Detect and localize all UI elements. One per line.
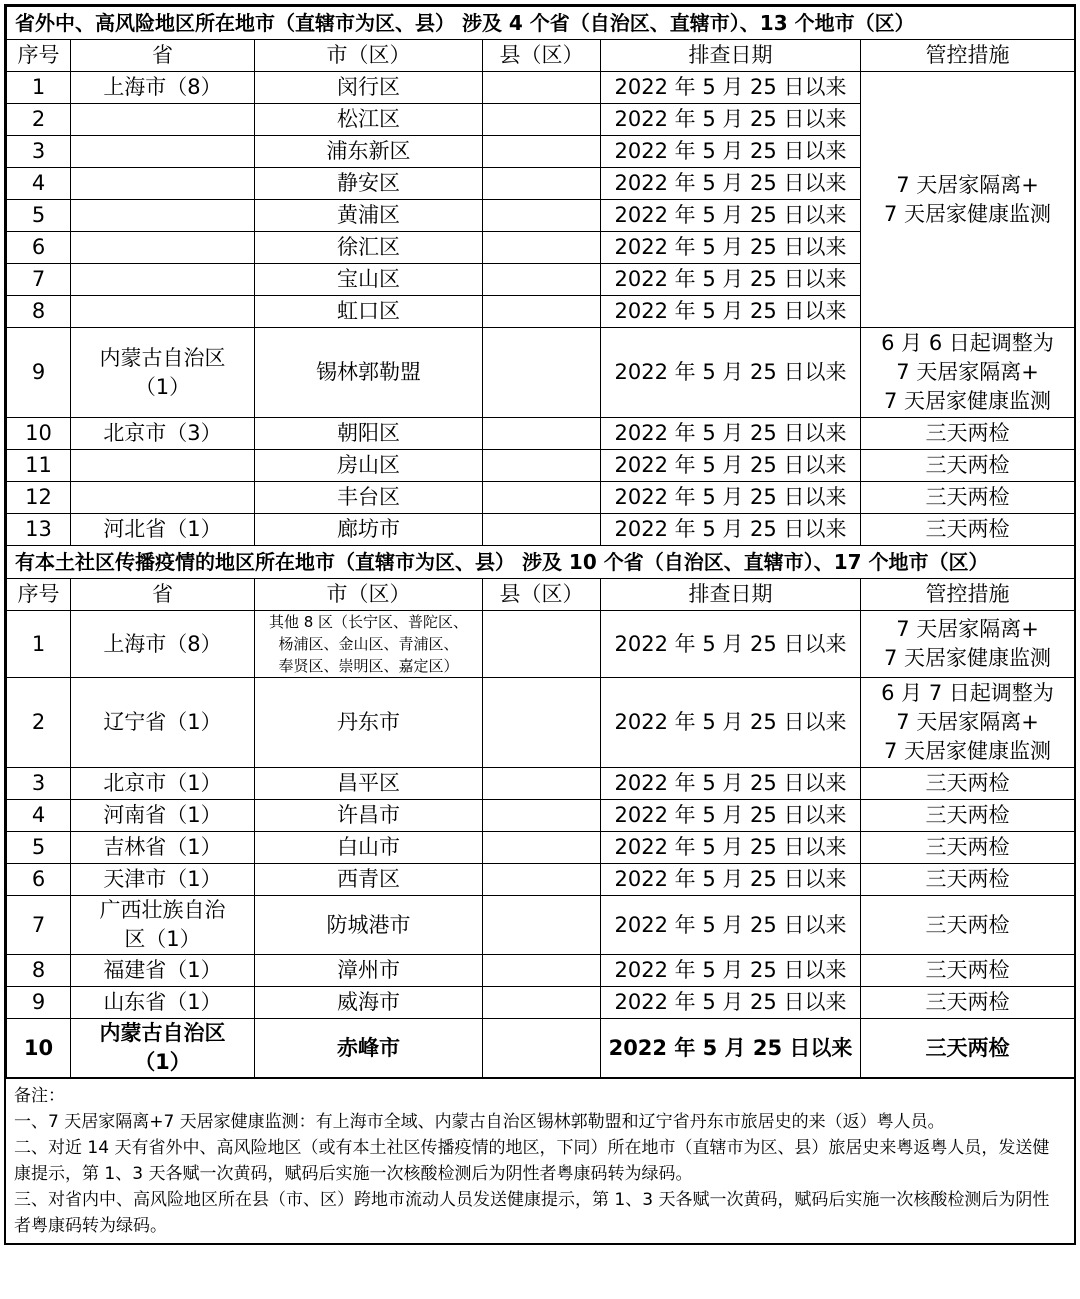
row-province: 上海市（8） bbox=[71, 611, 255, 678]
row-measure: 三天两检 bbox=[861, 955, 1075, 987]
row-no: 8 bbox=[7, 955, 71, 987]
row-date: 2022 年 5 月 25 日以来 bbox=[601, 232, 861, 264]
row-no: 5 bbox=[7, 200, 71, 232]
row-province bbox=[71, 232, 255, 264]
row-county bbox=[483, 104, 601, 136]
table-row bbox=[7, 955, 1075, 987]
row-no: 1 bbox=[7, 72, 71, 104]
row-province bbox=[71, 264, 255, 296]
row-measure: 三天两检 bbox=[861, 800, 1075, 832]
row-date: 2022 年 5 月 25 日以来 bbox=[601, 864, 861, 896]
notes-label: 备注： bbox=[14, 1086, 65, 1106]
row-county bbox=[483, 232, 601, 264]
risk-area-table bbox=[6, 6, 1075, 1078]
city-line: 其他 8 区（长宁区、普陀区、 bbox=[268, 613, 469, 631]
row-date: 2022 年 5 月 25 日以来 bbox=[601, 200, 861, 232]
row-no: 4 bbox=[7, 168, 71, 200]
row-no: 7 bbox=[7, 264, 71, 296]
row-province: 北京市（1） bbox=[71, 768, 255, 800]
row-city: 漳州市 bbox=[255, 955, 483, 987]
section2-title: 有本土社区传播疫情的地区所在地市（直辖市为区、县） 涉及 10 个省（自治区、直辖市）、17 个地市（区） bbox=[7, 546, 1075, 579]
header-county: 县（区） bbox=[483, 40, 601, 72]
row-date: 2022 年 5 月 25 日以来 bbox=[601, 72, 861, 104]
row-city: 威海市 bbox=[255, 987, 483, 1019]
row-no: 4 bbox=[7, 800, 71, 832]
row-province: 河南省（1） bbox=[71, 800, 255, 832]
row-county bbox=[483, 72, 601, 104]
row-city: 赤峰市 bbox=[255, 1019, 483, 1078]
header-province: 省 bbox=[71, 579, 255, 611]
row-county bbox=[483, 482, 601, 514]
row-measure bbox=[861, 611, 1075, 678]
row-date: 2022 年 5 月 25 日以来 bbox=[601, 450, 861, 482]
row-city: 房山区 bbox=[255, 450, 483, 482]
row-province: 天津市（1） bbox=[71, 864, 255, 896]
row-county bbox=[483, 987, 601, 1019]
row-province: 福建省（1） bbox=[71, 955, 255, 987]
row-date: 2022 年 5 月 25 日以来 bbox=[601, 955, 861, 987]
row-measure bbox=[861, 328, 1075, 418]
row-province: 山东省（1） bbox=[71, 987, 255, 1019]
header-no: 序号 bbox=[7, 40, 71, 72]
row-county bbox=[483, 450, 601, 482]
row-county bbox=[483, 514, 601, 546]
table-row bbox=[7, 896, 1075, 955]
row-date: 2022 年 5 月 25 日以来 bbox=[601, 800, 861, 832]
table-row bbox=[7, 514, 1075, 546]
table-row bbox=[7, 800, 1075, 832]
row-measure: 三天两检 bbox=[861, 768, 1075, 800]
header-date: 排查日期 bbox=[601, 579, 861, 611]
row-no: 13 bbox=[7, 514, 71, 546]
row-county bbox=[483, 136, 601, 168]
row-city: 闵行区 bbox=[255, 72, 483, 104]
row-province: 上海市（8） bbox=[71, 72, 255, 104]
row-county bbox=[483, 678, 601, 768]
row-no: 5 bbox=[7, 832, 71, 864]
header-measure: 管控措施 bbox=[861, 579, 1075, 611]
row-no: 10 bbox=[7, 418, 71, 450]
section1-title: 省外中、高风险地区所在地市（直辖市为区、县） 涉及 4 个省（自治区、直辖市）、13 个地市（区） bbox=[7, 7, 1075, 40]
row-date: 2022 年 5 月 25 日以来 bbox=[601, 611, 861, 678]
row-date: 2022 年 5 月 25 日以来 bbox=[601, 678, 861, 768]
row-city: 防城港市 bbox=[255, 896, 483, 955]
row-no: 9 bbox=[7, 987, 71, 1019]
row-city bbox=[255, 611, 483, 678]
row-city: 白山市 bbox=[255, 832, 483, 864]
table-row bbox=[7, 768, 1075, 800]
row-city: 许昌市 bbox=[255, 800, 483, 832]
province-line: 广西壮族自治 bbox=[99, 898, 226, 922]
shanghai-measure bbox=[861, 72, 1075, 328]
row-county bbox=[483, 296, 601, 328]
measure-line: 6 月 7 日起调整为 bbox=[881, 681, 1054, 705]
table-row bbox=[7, 678, 1075, 768]
row-province bbox=[71, 136, 255, 168]
header-city: 市（区） bbox=[255, 40, 483, 72]
row-date: 2022 年 5 月 25 日以来 bbox=[601, 514, 861, 546]
row-measure: 三天两检 bbox=[861, 450, 1075, 482]
row-no: 2 bbox=[7, 678, 71, 768]
header-county: 县（区） bbox=[483, 579, 601, 611]
row-county bbox=[483, 611, 601, 678]
row-no: 10 bbox=[7, 1019, 71, 1078]
row-city: 浦东新区 bbox=[255, 136, 483, 168]
table-row bbox=[7, 482, 1075, 514]
measure-line: 7 天居家隔离+ bbox=[896, 617, 1039, 641]
row-no: 3 bbox=[7, 136, 71, 168]
table-row bbox=[7, 864, 1075, 896]
row-county bbox=[483, 864, 601, 896]
row-province bbox=[71, 200, 255, 232]
row-county bbox=[483, 1019, 601, 1078]
row-measure: 三天两检 bbox=[861, 864, 1075, 896]
row-city: 丰台区 bbox=[255, 482, 483, 514]
row-city: 昌平区 bbox=[255, 768, 483, 800]
measure-line: 7 天居家隔离+ bbox=[896, 710, 1039, 734]
province-line: 区（1） bbox=[124, 927, 201, 951]
table-row bbox=[7, 1019, 1075, 1078]
note-2: 二、对近 14 天有省外中、高风险地区（或有本土社区传播疫情的地区，下同）所在地市（直辖市为区、县）旅居史来粤返粤人员，发送健康提示，第 1、3 天各赋一次黄码，赋码后实施一次核酸检测后为阴性者粤康码转为绿码。 bbox=[14, 1138, 1050, 1184]
row-date: 2022 年 5 月 25 日以来 bbox=[601, 328, 861, 418]
section1-title-row bbox=[7, 7, 1075, 40]
row-city: 西青区 bbox=[255, 864, 483, 896]
row-county bbox=[483, 200, 601, 232]
row-date: 2022 年 5 月 25 日以来 bbox=[601, 168, 861, 200]
row-no: 6 bbox=[7, 864, 71, 896]
row-measure: 三天两检 bbox=[861, 514, 1075, 546]
row-province bbox=[71, 1019, 255, 1078]
row-measure: 三天两检 bbox=[861, 896, 1075, 955]
row-no: 8 bbox=[7, 296, 71, 328]
row-no: 2 bbox=[7, 104, 71, 136]
province-line: 内蒙古自治区 bbox=[99, 1021, 226, 1045]
row-city: 徐汇区 bbox=[255, 232, 483, 264]
row-measure: 三天两检 bbox=[861, 482, 1075, 514]
row-date: 2022 年 5 月 25 日以来 bbox=[601, 896, 861, 955]
province-line: 内蒙古自治区 bbox=[99, 345, 226, 370]
row-county bbox=[483, 768, 601, 800]
row-province bbox=[71, 896, 255, 955]
notes-section bbox=[6, 1078, 1074, 1243]
row-measure: 三天两检 bbox=[861, 987, 1075, 1019]
row-date: 2022 年 5 月 25 日以来 bbox=[601, 296, 861, 328]
measure-line: 7 天居家隔离+ bbox=[896, 172, 1039, 197]
row-county bbox=[483, 955, 601, 987]
row-county bbox=[483, 800, 601, 832]
row-date: 2022 年 5 月 25 日以来 bbox=[601, 1019, 861, 1078]
row-no: 6 bbox=[7, 232, 71, 264]
row-city: 虹口区 bbox=[255, 296, 483, 328]
row-measure bbox=[861, 678, 1075, 768]
header-no: 序号 bbox=[7, 579, 71, 611]
row-city: 黄浦区 bbox=[255, 200, 483, 232]
province-line: （1） bbox=[134, 374, 191, 399]
row-measure: 三天两检 bbox=[861, 418, 1075, 450]
row-province bbox=[71, 296, 255, 328]
row-no: 11 bbox=[7, 450, 71, 482]
measure-line: 7 天居家隔离+ bbox=[896, 360, 1039, 384]
row-no: 3 bbox=[7, 768, 71, 800]
row-no: 1 bbox=[7, 611, 71, 678]
header-measure: 管控措施 bbox=[861, 40, 1075, 72]
row-city: 松江区 bbox=[255, 104, 483, 136]
header-date: 排查日期 bbox=[601, 40, 861, 72]
measure-line: 7 天居家健康监测 bbox=[883, 201, 1052, 226]
row-city: 锡林郭勒盟 bbox=[255, 328, 483, 418]
measure-line: 6 月 6 日起调整为 bbox=[881, 331, 1054, 355]
note-1: 一、7 天居家隔离+7 天居家健康监测：有上海市全域、内蒙古自治区锡林郭勒盟和辽宁省丹东市旅居史的来（返）粤人员。 bbox=[14, 1112, 945, 1132]
table-row bbox=[7, 418, 1075, 450]
row-no: 9 bbox=[7, 328, 71, 418]
table-row bbox=[7, 611, 1075, 678]
row-date: 2022 年 5 月 25 日以来 bbox=[601, 136, 861, 168]
row-date: 2022 年 5 月 25 日以来 bbox=[601, 418, 861, 450]
row-date: 2022 年 5 月 25 日以来 bbox=[601, 832, 861, 864]
row-province bbox=[71, 482, 255, 514]
row-city: 朝阳区 bbox=[255, 418, 483, 450]
row-province: 河北省（1） bbox=[71, 514, 255, 546]
row-city: 丹东市 bbox=[255, 678, 483, 768]
row-measure: 三天两检 bbox=[861, 832, 1075, 864]
table-row bbox=[7, 450, 1075, 482]
table-row bbox=[7, 328, 1075, 418]
row-county bbox=[483, 264, 601, 296]
row-county bbox=[483, 832, 601, 864]
row-city: 静安区 bbox=[255, 168, 483, 200]
table-row bbox=[7, 72, 1075, 104]
row-city: 宝山区 bbox=[255, 264, 483, 296]
province-line: （1） bbox=[134, 1050, 191, 1074]
row-date: 2022 年 5 月 25 日以来 bbox=[601, 987, 861, 1019]
table-row bbox=[7, 987, 1075, 1019]
row-province: 吉林省（1） bbox=[71, 832, 255, 864]
measure-line: 7 天居家健康监测 bbox=[883, 646, 1052, 670]
row-no: 12 bbox=[7, 482, 71, 514]
row-county bbox=[483, 328, 601, 418]
row-county bbox=[483, 168, 601, 200]
note-3: 三、对省内中、高风险地区所在县（市、区）跨地市流动人员发送健康提示，第 1、3 天各赋一次黄码，赋码后实施一次核酸检测后为阴性者粤康码转为绿码。 bbox=[14, 1190, 1050, 1236]
document bbox=[4, 4, 1076, 1245]
section2-title-row bbox=[7, 546, 1075, 579]
row-date: 2022 年 5 月 25 日以来 bbox=[601, 104, 861, 136]
row-no: 7 bbox=[7, 896, 71, 955]
city-line: 奉贤区、崇明区、嘉定区） bbox=[278, 657, 459, 675]
row-date: 2022 年 5 月 25 日以来 bbox=[601, 482, 861, 514]
row-county bbox=[483, 896, 601, 955]
row-date: 2022 年 5 月 25 日以来 bbox=[601, 264, 861, 296]
row-province bbox=[71, 328, 255, 418]
row-county bbox=[483, 418, 601, 450]
row-province bbox=[71, 450, 255, 482]
row-province bbox=[71, 168, 255, 200]
measure-line: 7 天居家健康监测 bbox=[883, 739, 1052, 763]
row-province: 北京市（3） bbox=[71, 418, 255, 450]
row-date: 2022 年 5 月 25 日以来 bbox=[601, 768, 861, 800]
row-province bbox=[71, 104, 255, 136]
section2-header-row bbox=[7, 579, 1075, 611]
city-line: 杨浦区、金山区、青浦区、 bbox=[278, 635, 459, 653]
row-city: 廊坊市 bbox=[255, 514, 483, 546]
header-province: 省 bbox=[71, 40, 255, 72]
header-city: 市（区） bbox=[255, 579, 483, 611]
row-province: 辽宁省（1） bbox=[71, 678, 255, 768]
measure-line: 7 天居家健康监测 bbox=[883, 389, 1052, 413]
section1-header-row bbox=[7, 40, 1075, 72]
row-measure: 三天两检 bbox=[861, 1019, 1075, 1078]
table-row bbox=[7, 832, 1075, 864]
